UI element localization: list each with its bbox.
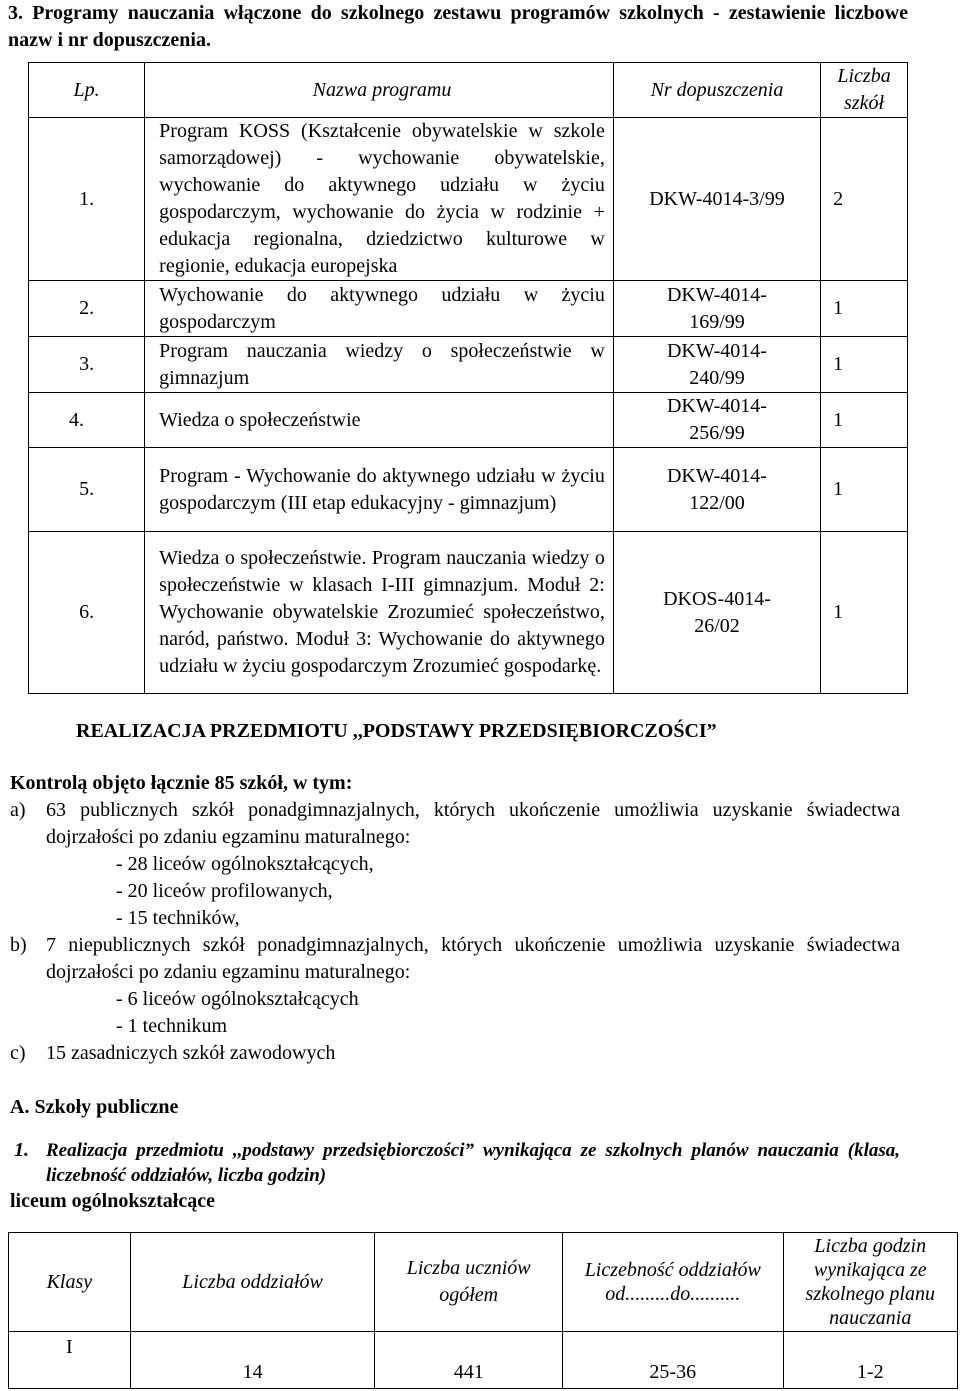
col-header-students: Liczba uczniów ogółem [375,1233,563,1332]
col-header-branches: Liczba oddziałów [130,1233,375,1332]
table-row [29,118,908,281]
sub-item: - 6 liceów ogólnokształcących [116,988,359,1010]
section-heading: 3. Programy nauczania włączone do szkolnego zestawu programów szkolnych - zestawienie liczbowe nazw i nr dopuszczenia. [8,2,908,51]
table-row [9,1332,958,1389]
programs-table-header [29,63,908,118]
row-lp: 5. [29,448,145,532]
row-count: 2 [821,118,908,281]
col-header-hours: Liczba godzin wynikająca ze szkolnego planu nauczania [783,1233,957,1332]
row-nr: DKW-4014-256/99 [613,393,820,448]
item-label: a) [10,799,26,821]
point-label: 1. [14,1139,29,1161]
table-row [29,532,908,694]
control-summary [10,770,900,1067]
school-type: liceum ogólnokształcące [10,1190,215,1212]
row-nr: DKW-4014-240/99 [613,337,820,393]
row-lp: 2. [29,281,145,337]
row-lp: 1. [29,118,145,281]
point-1 [14,1138,900,1188]
list-item [10,797,900,932]
row-nr: DKW-4014-3/99 [613,118,820,281]
row-nr: DKW-4014-169/99 [613,281,820,337]
table-row [29,393,908,448]
table-row [29,281,908,337]
section-a-title: A. Szkoły publiczne [10,1096,179,1118]
row-name: Wychowanie do aktywnego udziału w życiu gospodarczym [145,281,614,337]
list-item [10,932,900,1040]
col-header-nr: Nr dopuszczenia [613,63,820,118]
table-row [29,337,908,393]
table-row [29,448,908,532]
row-count: 1 [821,281,908,337]
cell-class: I [9,1332,131,1389]
row-name: Wiedza o społeczeństwie. Program nauczania wiedzy o społeczeństwie w klasach I-III gimnazjum. Moduł 2: Wychowanie obywatelskie Zrozumieć społeczeństwo, naród, państwo. Moduł 3: Wychowanie do aktywnego udziału w życiu gospodarczym Zrozumieć gospodarkę. [145,532,614,694]
list-item [10,1040,900,1067]
row-count: 1 [821,393,908,448]
item-label: b) [10,934,27,956]
row-name: Program - Wychowanie do aktywnego udziału w życiu gospodarczym (III etap edukacyjny - gimnazjum) [145,448,614,532]
item-text: 7 niepublicznych szkół ponadgimnazjalnych, których ukończenie umożliwia uzyskanie świadectwa dojrzałości po zdaniu egzaminu maturalnego: [46,934,900,983]
row-lp: 3. [29,337,145,393]
sub-item: - 15 techników, [116,907,240,929]
row-nr: DKW-4014-122/00 [613,448,820,532]
col-header-name: Nazwa programu [145,63,614,118]
classes-table-header [9,1233,958,1332]
row-count: 1 [821,448,908,532]
col-header-classes: Klasy [9,1233,131,1332]
cell-size: 25-36 [563,1332,784,1389]
row-nr: DKOS-4014-26/02 [613,532,820,694]
control-intro: Kontrolą objęto łącznie 85 szkół, w tym: [10,772,353,794]
row-lp: 4. [29,393,145,448]
point-text: Realizacja przedmiotu ,,podstawy przedsiębiorczości” wynikająca ze szkolnych planów nauczania (klasa, liczebność oddziałów, liczba godzin) [46,1140,900,1186]
realization-title: REALIZACJA PRZEDMIOTU ,,PODSTAWY PRZEDSIĘBIORCZOŚCI” [76,720,717,742]
row-name: Program KOSS (Kształcenie obywatelskie w szkole samorządowej) - wychowanie obywatelskie, wychowanie do aktywnego udziału w życiu gospodarczym, wychowanie do życia w rodzinie + edukacja regionalna, dziedzictwo kulturowe w regionie, edukacja europejska [145,118,614,281]
row-name: Wiedza o społeczeństwie [145,393,614,448]
row-lp: 6. [29,532,145,694]
sub-item: - 28 liceów ogólnokształcących, [116,853,374,875]
row-name: Program nauczania wiedzy o społeczeństwie w gimnazjum [145,337,614,393]
classes-table [8,1232,958,1389]
row-count: 1 [821,532,908,694]
row-count: 1 [821,337,908,393]
col-header-size: Liczebność oddziałów od.........do.......... [563,1233,784,1332]
cell-hours: 1-2 [783,1332,957,1389]
item-text: 15 zasadniczych szkół zawodowych [46,1042,336,1064]
cell-students: 441 [375,1332,563,1389]
item-label: c) [10,1042,26,1064]
cell-branches: 14 [130,1332,375,1389]
sub-item: - 20 liceów profilowanych, [116,880,333,902]
item-text: 63 publicznych szkół ponadgimnazjalnych, których ukończenie umożliwia uzyskanie świadectwa dojrzałości po zdaniu egzaminu maturalnego: [46,799,900,848]
programs-table [28,62,908,694]
sub-item: - 1 technikum [116,1015,228,1037]
col-header-count: Liczba szkół [821,63,908,118]
col-header-lp: Lp. [29,63,145,118]
